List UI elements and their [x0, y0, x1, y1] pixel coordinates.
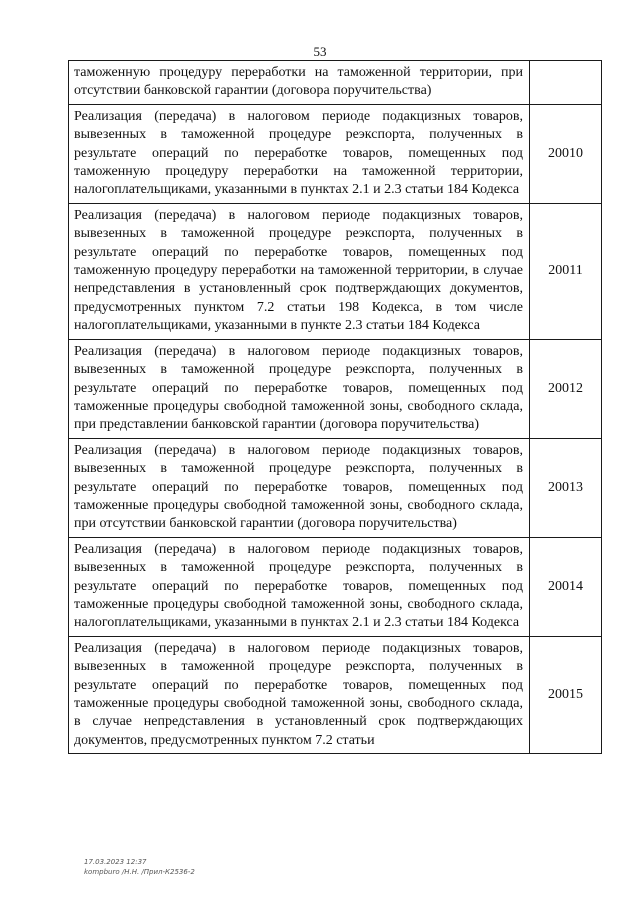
row-code: 20014 [530, 537, 602, 636]
row-description: Реализация (передача) в налоговом периоде подакцизных товаров, вывезенных в таможенной процедуре реэкспорта, полученных в результате операций по переработке товаров, помещенных под таможенные процедуры свободной таможенной зоны, свободного склада, в случае непредставления в установленный срок подтверждающих документов, предусмотренных пунктом 7.2 статьи [69, 636, 530, 753]
row-description: Реализация (передача) в налоговом периоде подакцизных товаров, вывезенных в таможенной процедуре реэкспорта, полученных в результате операций по переработке товаров, помещенных под таможенные процедуры свободной таможенной зоны, свободного склада, при представлении банковской гарантии (договора поручительства) [69, 339, 530, 438]
row-description: Реализация (передача) в налоговом периоде подакцизных товаров, вывезенных в таможенной процедуре реэкспорта, полученных в результате операций по переработке товаров, помещенных под таможенные процедуры свободной таможенной зоны, свободного склада, при отсутствии банковской гарантии (договора поручительства) [69, 438, 530, 537]
row-code [530, 61, 602, 105]
code-table [68, 60, 602, 754]
row-code: 20012 [530, 339, 602, 438]
table-row [69, 104, 602, 203]
row-code: 20015 [530, 636, 602, 753]
row-code: 20010 [530, 104, 602, 203]
table-row [69, 636, 602, 753]
table-row [69, 61, 602, 105]
row-description: Реализация (передача) в налоговом периоде подакцизных товаров, вывезенных в таможенной процедуре реэкспорта, полученных в результате операций по переработке товаров, помещенных под таможенную процедуру переработки на таможенной территории, налогоплательщиками, указанными в пунктах 2.1 и 2.3 статьи 184 Кодекса [69, 104, 530, 203]
row-description: Реализация (передача) в налоговом периоде подакцизных товаров, вывезенных в таможенной процедуре реэкспорта, полученных в результате операций по переработке товаров, помещенных под таможенные процедуры свободной таможенной зоны, свободного склада, налогоплательщиками, указанными в пунктах 2.1 и 2.3 статьи 184 Кодекса [69, 537, 530, 636]
row-description: таможенную процедуру переработки на таможенной территории, при отсутствии банковской гарантии (договора поручительства) [69, 61, 530, 105]
table-row [69, 203, 602, 339]
table-row [69, 339, 602, 438]
page-number: 53 [313, 44, 327, 59]
row-description: Реализация (передача) в налоговом периоде подакцизных товаров, вывезенных в таможенной процедуре реэкспорта, полученных в результате операций по переработке товаров, помещенных под таможенную процедуру переработки на таможенной территории, в случае непредставления в установленный срок подтверждающих документов, предусмотренных пунктом 7.2 статьи 198 Кодекса, в том числе налогоплательщиками, указанными в пункте 2.3 статьи 184 Кодекса [69, 203, 530, 339]
document-footer [84, 857, 195, 877]
row-code: 20013 [530, 438, 602, 537]
table-row [69, 537, 602, 636]
footer-timestamp: 17.03.2023 12:37 [84, 858, 147, 866]
row-code: 20011 [530, 203, 602, 339]
table-row [69, 438, 602, 537]
footer-reference: kompburo /Н.Н. /Прил-К2536-2 [84, 868, 195, 876]
